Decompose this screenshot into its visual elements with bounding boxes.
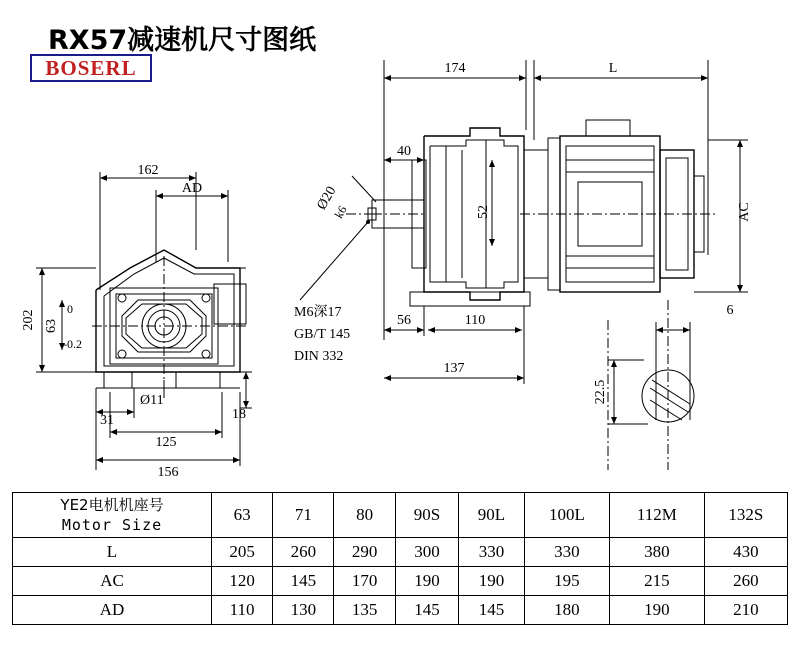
table-cell: 260 (273, 538, 334, 567)
table-cell: 205 (212, 538, 273, 567)
table-cell: 180 (524, 596, 609, 625)
table-cell: 290 (334, 538, 395, 567)
table-row (13, 596, 788, 625)
table-cell: 195 (524, 567, 609, 596)
logo-text: BOSERL (45, 56, 137, 80)
table-cell: 330 (524, 538, 609, 567)
dim-ad: AD (181, 181, 203, 196)
table-cell: 330 (459, 538, 525, 567)
dim-137: 137 (443, 361, 465, 376)
dim-22-5: 22.5 (593, 379, 608, 405)
dim-40: 40 (397, 144, 411, 159)
table-cell: 430 (704, 538, 787, 567)
motor-size-table (12, 492, 788, 625)
dim-202: 202 (21, 309, 36, 331)
page-title: RX57减速机尺寸图纸 (48, 25, 317, 56)
table-row (13, 567, 788, 596)
table-cell: 190 (610, 596, 705, 625)
table-col-header: 100L (524, 493, 609, 538)
row-label: L (13, 538, 212, 567)
dim-156: 156 (157, 465, 179, 480)
dim-56: 56 (397, 313, 411, 328)
dim-174: 174 (444, 61, 466, 76)
table-cell: 170 (334, 567, 395, 596)
dim-ac: AC (737, 202, 752, 222)
dim-63-tol-plus: 0 (67, 302, 73, 316)
row-label: AC (13, 567, 212, 596)
table-cell: 145 (273, 567, 334, 596)
table-col-header: 80 (334, 493, 395, 538)
table-header-label (13, 493, 212, 538)
table-cell: 190 (459, 567, 525, 596)
dim-63-tol-minus: -0.2 (63, 337, 82, 351)
dim-31: 31 (100, 413, 114, 428)
dim-125: 125 (155, 435, 177, 450)
table-col-header: 71 (273, 493, 334, 538)
table-col-header: 63 (212, 493, 273, 538)
table-col-header: 132S (704, 493, 787, 538)
table-col-header: 90L (459, 493, 525, 538)
table-cell: 145 (395, 596, 458, 625)
dim-63: 63 (44, 319, 59, 333)
table-col-header: 112M (610, 493, 705, 538)
note-m6: M6深17 (294, 305, 342, 320)
table-header-label-cjk: YE2电机机座号 (60, 496, 164, 514)
note-din332: DIN 332 (294, 349, 344, 364)
dim-52: 52 (476, 205, 491, 219)
note-gbt145: GB/T 145 (294, 327, 351, 342)
dim-shaft-d20: Ø20 (314, 184, 340, 213)
table-cell: 110 (212, 596, 273, 625)
table-row (13, 538, 788, 567)
dim-162: 162 (137, 163, 159, 178)
dim-6: 6 (726, 303, 734, 318)
dim-18: 18 (232, 407, 246, 422)
dim-shaft-tol: k6 (331, 203, 350, 221)
table-cell: 300 (395, 538, 458, 567)
table-cell: 130 (273, 596, 334, 625)
table-cell: 210 (704, 596, 787, 625)
table-cell: 145 (459, 596, 525, 625)
row-label: AD (13, 596, 212, 625)
dim-hole-11: Ø11 (140, 393, 164, 408)
table-header-row (13, 493, 788, 538)
table-cell: 215 (610, 567, 705, 596)
table-cell: 260 (704, 567, 787, 596)
table-cell: 190 (395, 567, 458, 596)
dim-110: 110 (464, 313, 486, 328)
table-header-label-en: Motor Size (61, 516, 163, 534)
table-col-header: 90S (395, 493, 458, 538)
table-cell: 120 (212, 567, 273, 596)
table-cell: 380 (610, 538, 705, 567)
table-cell: 135 (334, 596, 395, 625)
dim-L: L (608, 61, 618, 76)
